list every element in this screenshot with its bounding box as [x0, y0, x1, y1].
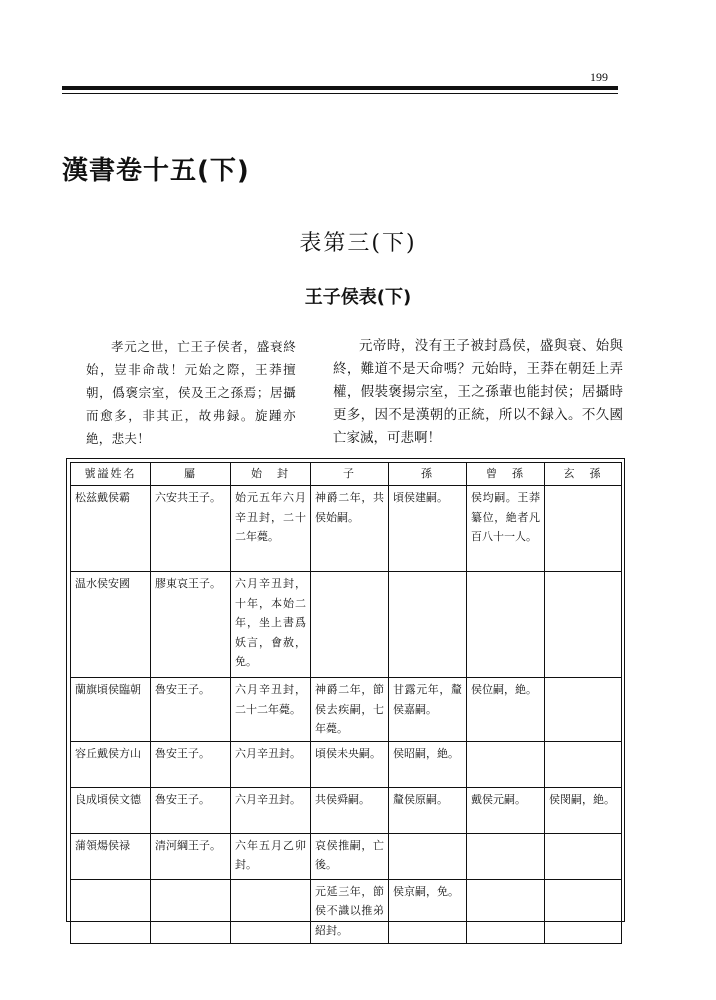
cell-enfeoffed: 六月辛丑封。	[231, 787, 311, 833]
cell-grandson	[389, 572, 467, 678]
cell-great-great-grandson: 侯閔嗣，絶。	[545, 787, 622, 833]
table-row	[71, 787, 622, 833]
cell-great-great-grandson	[545, 572, 622, 678]
cell-relation	[151, 879, 231, 943]
header-great-grandson: 曾 孫	[467, 463, 545, 486]
header-rule-thick	[62, 86, 618, 90]
cell-relation: 六安共王子。	[151, 486, 231, 572]
cell-great-great-grandson	[545, 741, 622, 787]
cell-relation: 魯安王子。	[151, 678, 231, 742]
cell-grandson: 侯京嗣，免。	[389, 879, 467, 943]
cell-enfeoffed	[231, 879, 311, 943]
cell-son: 哀侯推嗣，亡後。	[311, 833, 389, 879]
cell-name: 蘭旗頃侯臨朝	[71, 678, 151, 742]
cell-great-great-grandson	[545, 486, 622, 572]
preface-original: 孝元之世，亡王子侯者，盛衰終始，豈非命哉！元始之際，王莽擅朝，僞褒宗室，侯及王之孫焉；居攝而愈多，非其正，故弗録。旋踵亦絶，悲夫！	[86, 339, 296, 446]
table-row	[71, 833, 622, 879]
cell-grandson: 頃侯建嗣。	[389, 486, 467, 572]
cell-enfeoffed: 六月辛丑封。	[231, 741, 311, 787]
cell-son: 頃侯未央嗣。	[311, 741, 389, 787]
cell-enfeoffed: 六月辛丑封，二十二年薨。	[231, 678, 311, 742]
cell-enfeoffed: 六年五月乙卯封。	[231, 833, 311, 879]
hou-table	[70, 462, 622, 944]
header-relation: 屬	[151, 463, 231, 486]
cell-great-grandson: 侯位嗣，絶。	[467, 678, 545, 742]
table-row	[71, 741, 622, 787]
cell-grandson: 釐侯原嗣。	[389, 787, 467, 833]
table-title: 表第三(下)	[299, 231, 417, 256]
cell-son: 神爵二年，共侯始嗣。	[311, 486, 389, 572]
page-number: 199	[590, 70, 608, 84]
cell-enfeoffed: 六月辛丑封，十年，本始二年，坐上書爲妖言，會赦，免。	[231, 572, 311, 678]
header-name: 號謚姓名	[71, 463, 151, 486]
cell-son: 共侯舜嗣。	[311, 787, 389, 833]
preface-translation: 元帝時，没有王子被封爲侯，盛與衰、始與終，難道不是天命嗎？元始時，王莽在朝廷上弄權，假裝褒揚宗室，王之孫輩也能封侯；居攝時更多，因不是漢朝的正統，所以不録入。不久國亡家滅，可悲啊！	[333, 338, 623, 446]
table-row	[71, 572, 622, 678]
header-son: 子	[311, 463, 389, 486]
cell-great-grandson: 戴侯元嗣。	[467, 787, 545, 833]
cell-great-great-grandson	[545, 833, 622, 879]
cell-relation: 魯安王子。	[151, 787, 231, 833]
cell-great-great-grandson	[545, 678, 622, 742]
table-row	[71, 678, 622, 742]
cell-great-grandson: 侯均嗣。王莽纂位，絶者凡百八十一人。	[467, 486, 545, 572]
cell-name	[71, 879, 151, 943]
cell-relation: 清河綱王子。	[151, 833, 231, 879]
table-header-row	[71, 463, 622, 486]
header-enfeoffed: 始 封	[231, 463, 311, 486]
header-great-great-grandson: 玄 孫	[545, 463, 622, 486]
cell-name: 松兹戴侯霸	[71, 486, 151, 572]
header-grandson: 孫	[389, 463, 467, 486]
header-rule-thin	[62, 93, 618, 94]
cell-name: 蒲領煬侯禄	[71, 833, 151, 879]
cell-relation: 魯安王子。	[151, 741, 231, 787]
cell-great-grandson	[467, 572, 545, 678]
cell-great-grandson	[467, 833, 545, 879]
table-subtitle: 王子侯表(下)	[304, 287, 412, 308]
cell-great-grandson	[467, 879, 545, 943]
table-row	[71, 879, 622, 943]
cell-son: 神爵二年，節侯去疾嗣，七年薨。	[311, 678, 389, 742]
cell-grandson: 侯昭嗣，絶。	[389, 741, 467, 787]
cell-name: 温水侯安國	[71, 572, 151, 678]
cell-enfeoffed: 始元五年六月辛丑封，二十二年薨。	[231, 486, 311, 572]
cell-grandson: 甘露元年，釐侯嘉嗣。	[389, 678, 467, 742]
table-row	[71, 486, 622, 572]
cell-name: 容丘戴侯方山	[71, 741, 151, 787]
cell-great-great-grandson	[545, 879, 622, 943]
cell-great-grandson	[467, 741, 545, 787]
cell-son	[311, 572, 389, 678]
cell-name: 良成頃侯文德	[71, 787, 151, 833]
cell-relation: 膠東哀王子。	[151, 572, 231, 678]
cell-grandson	[389, 833, 467, 879]
cell-son: 元延三年，節侯不識以推弟紹封。	[311, 879, 389, 943]
chapter-title: 漢書卷十五(下)	[62, 156, 250, 186]
